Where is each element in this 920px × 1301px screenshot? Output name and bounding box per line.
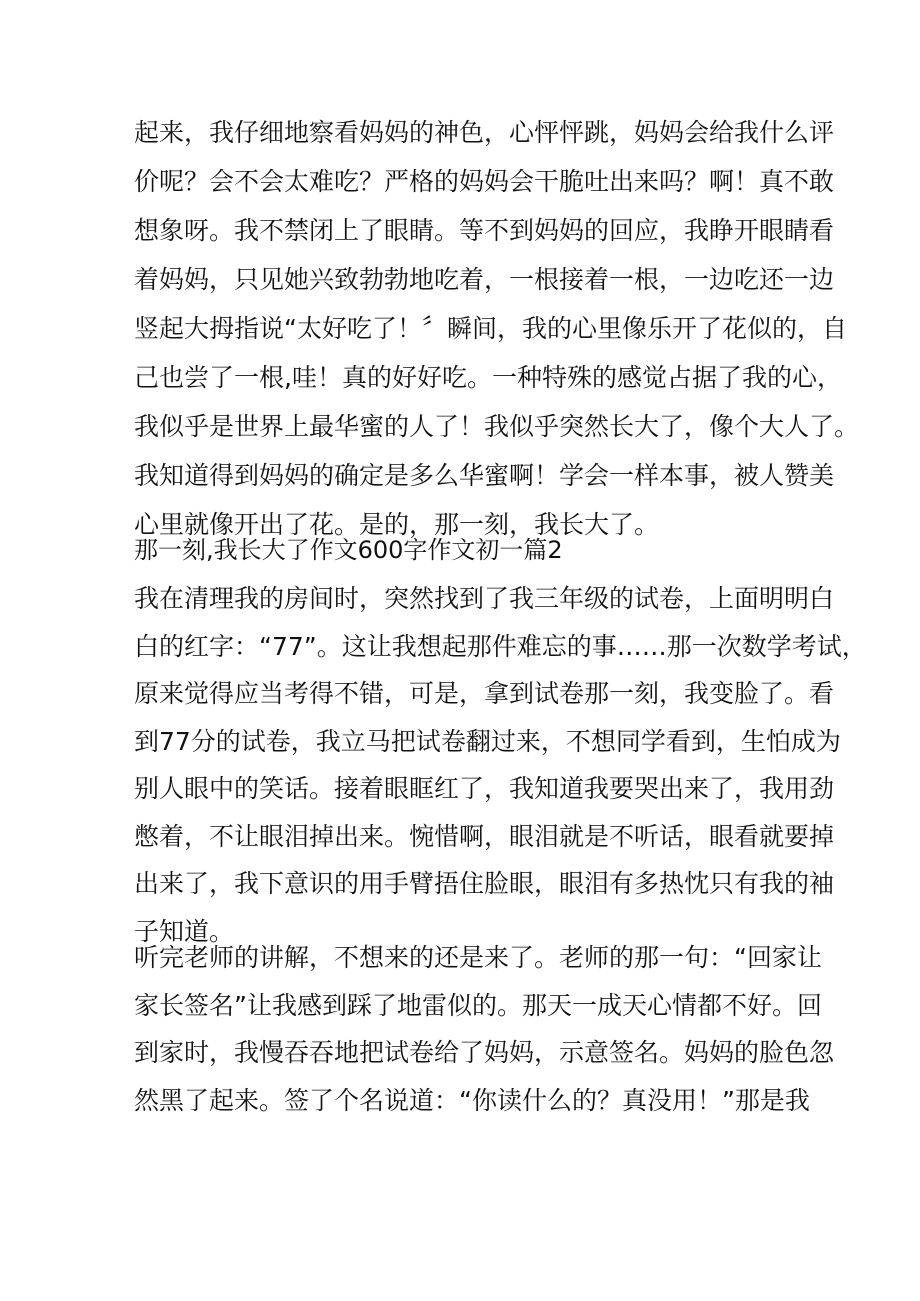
text-line: 竖起大拇指说“太好吃了！〞瞬间，我的心里像乐开了花似的，自	[134, 314, 847, 343]
paragraph-3	[134, 943, 835, 1115]
text-line: 己也尝了一根,哇！真的好好吃。一种特殊的感觉占据了我的心，	[134, 363, 842, 392]
text-line: 到77分的试卷，我立马把试卷翻过来，不想同学看到，生怕成为	[134, 726, 841, 756]
text-line: 子知道。	[134, 916, 235, 946]
text-line: 心里就像开出了花。是的，那一刻，我长大了。	[134, 510, 660, 539]
text-line: 起来，我仔细地察看妈妈的神色，心怦怦跳，妈妈会给我什么评	[134, 118, 835, 147]
text-line: 价呢？会不会太难吃？严格的妈妈会干脆吐出来吗？啊！真不敢	[134, 167, 835, 196]
text-line: 出来了，我下意识的用手臂捂住脸眼，眼泪有多热忱只有我的袖	[134, 869, 835, 898]
text-line: 憋着，不让眼泪掉出来。惋惜啊，眼泪就是不听话，眼看就要掉	[134, 821, 835, 851]
text-line: 白的红字：“77”。这让我想起那件难忘的事……那一次数学考试，	[134, 631, 867, 661]
text-line: 到家时，我慢吞吞地把试卷给了妈妈，示意签名。妈妈的脸色忽	[134, 1038, 835, 1067]
paragraph-1	[134, 118, 860, 539]
text-line: 然黑了起来。签了个名说道：“你读什么的？真没用！”那是我	[134, 1085, 810, 1115]
text-line: 别人眼中的笑话。接着眼眶红了，我知道我要哭出来了，我用劲	[134, 774, 835, 803]
text-line: 听完老师的讲解，不想来的还是来了。老师的那一句：“回家让	[134, 943, 822, 972]
text-line: 想象呀。我不禁闭上了眼睛。等不到妈妈的回应，我睁开眼睛看	[134, 216, 835, 245]
text-line: 我知道得到妈妈的确定是多么华蜜啊！学会一样本事，被人赞美	[134, 461, 835, 490]
text-line: 家长签名”让我感到踩了地雷似的。那天一成天心情都不好。回	[134, 990, 822, 1020]
text-line: 着妈妈，只见她兴致勃勃地吃着，一根接着一根，一边吃还一边	[134, 265, 835, 294]
text-line: 原来觉得应当考得不错，可是，拿到试卷那一刻，我变脸了。看	[134, 679, 835, 708]
text-line: 我似乎是世界上最华蜜的人了！我似乎突然长大了，像个大人了。	[134, 412, 860, 441]
section-heading: 那一刻,我长大了作文600字作文初一篇2	[134, 536, 563, 564]
text-line: 我在清理我的房间时，突然找到了我三年级的试卷，上面明明白	[134, 584, 835, 613]
paragraph-2	[134, 584, 867, 946]
